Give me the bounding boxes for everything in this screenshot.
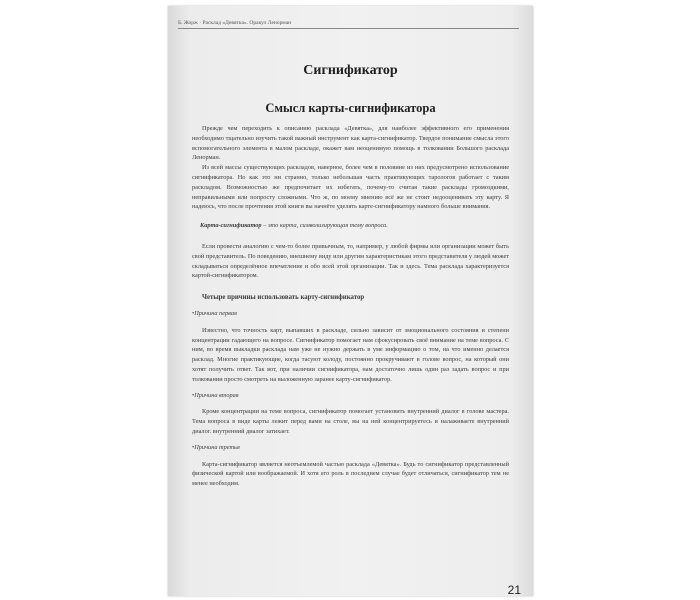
definition-term: Карта-сигнификатор bbox=[200, 222, 262, 230]
reason-1-label: •Причина первая bbox=[192, 309, 237, 317]
paragraph-1: Прежде чем переходить к описанию расклада «Девятка», для наиболее эффективного его применения необходимо тщательно изучить такой важный инструмент как карта-сигнификатор. Твердое понимание смысла этого вспомогательного элемента в малом раскладе, окажет вам неоценимую помощь в толковании Большого расклада Ленорман. bbox=[192, 125, 509, 162]
section-title: Смысл карты-сигнификатора bbox=[265, 101, 436, 115]
reason-3-label: •Причина третья bbox=[192, 443, 240, 451]
book-page bbox=[168, 6, 533, 596]
chapter-title: Сигнификатор bbox=[303, 63, 398, 78]
reason-2-label: •Причина вторая bbox=[192, 391, 239, 399]
page-number: 21 bbox=[507, 583, 521, 596]
paragraph-3: Если провести аналогию с чем-то более привычным, то, например, у любой фирмы или организации может быть свой представитель. По поведению, внешнему виду или другим характеристикам этого представителя у людей может складываться определённое впечатление и обо всей этой организации. Так и здесь. Тема расклада характеризуется картой-сигнификатором. bbox=[192, 242, 509, 280]
reason-2-text bbox=[192, 407, 509, 436]
body-text bbox=[192, 124, 509, 489]
reason-1-text: Известно, что точность карт, выпавших в раскладе, сильно зависит от эмоционального состояния и степени концентрации гадающего на вопросе. Сигнификатор помогает нам сфокусировать своё внимание на теме вопроса. С ним, во время выкладки расклада нам уже не нужно держать в уме информацию о том, на что именно делается расклад. Многие практикующие, когда тасуют колоду, постоянно прокручивают в голове вопрос, на который они хотят получить ответ. Так вот, при наличии сигнификатора, нам достаточно лишь один раз задать вопрос и при толковании просто смотреть на выложенную заранее карту-сигнификатор. bbox=[192, 326, 509, 383]
running-head: Б. Жорж · Расклад «Девятка». Оракул Ленорман bbox=[178, 20, 519, 29]
definition bbox=[200, 221, 509, 231]
reason-3-text: Карта-сигнификатор является неотъемлемой частью расклада «Девятка». Будь то сигнификатор представленный физической картой или воображаемой. И хотя его роль в последнем случае будет отличаться, сигнификатор тем не менее необходим. bbox=[192, 460, 509, 488]
reason-2-text-a: Кроме концентрации на теме вопроса, сигнификатор помогает установить внутренний диалог в голове мастера. Тема вопроса в виде карты лежит перед вами на столе, вы на ней концентрируетесь и налаживаете внутренний диалог. bbox=[192, 408, 509, 435]
reason-2-text-b: внутренний диалог затихает. bbox=[212, 427, 290, 435]
definition-text: – это карта, символизирующая тему вопроса. bbox=[261, 222, 388, 230]
paragraph-2: Из всей массы существующих раскладов, наверное, более чем в половине из них предусмотрено использование сигнификатора. Но как это ни странно, только небольшая часть практикующих тарологов работает с таким раскладом. Возможностью же предпочитает их избегать, почему-то считая такие расклады громоздкими, неправильными или попросту сложными. Что ж, по моему мнению всё же не стоит недооценивать эту карту. Я надеюсь, что после прочтения этой книги вы начнёте уделять карте-сигнификатору намного больше внимания. bbox=[192, 164, 509, 211]
reasons-title: Четыре причины использовать карту-сигнификатор bbox=[202, 294, 365, 302]
